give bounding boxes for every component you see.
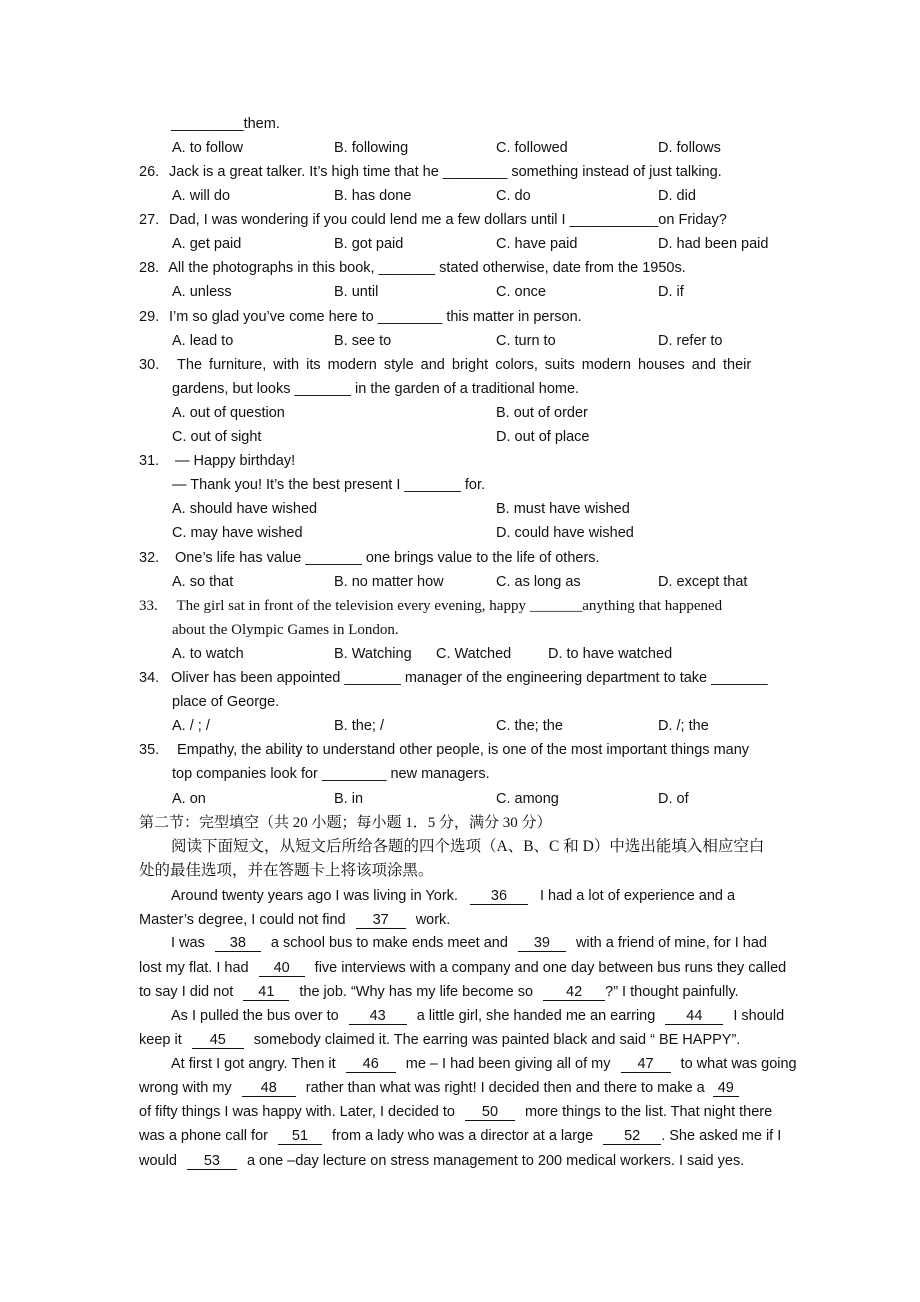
q25-option-a[interactable]: A. to follow (172, 140, 243, 156)
q32-option-a[interactable]: A. so that (172, 574, 234, 590)
question-number: 27. (139, 212, 160, 228)
passage-line (139, 1126, 781, 1146)
passage-text: to what was going (680, 1056, 797, 1072)
q34-option-c[interactable]: C. the; the (496, 718, 563, 734)
q35-option-d[interactable]: D. of (658, 791, 689, 807)
question-text-line1: Empathy, the ability to understand other people, is one of the most important things many (177, 742, 750, 758)
blank-52[interactable]: 52 (603, 1128, 661, 1145)
q32-option-d[interactable]: D. except that (658, 574, 748, 590)
passage-text: a school bus to make ends meet and (270, 935, 508, 951)
q34-option-d[interactable]: D. /; the (658, 718, 709, 734)
passage-text: with a friend of mine, for I had (575, 935, 767, 951)
q27-option-d[interactable]: D. had been paid (658, 236, 769, 252)
question-text-line1: The furniture, with its modern style and bright colors, suits modern houses and their (177, 357, 752, 373)
q29-option-b[interactable]: B. see to (334, 333, 392, 349)
passage-text: Master’s degree, I could not find (139, 912, 346, 928)
blank-39[interactable]: 39 (518, 935, 566, 952)
q35-option-a[interactable]: A. on (172, 791, 206, 807)
q35-option-c[interactable]: C. among (496, 791, 559, 807)
question-number: 32. (139, 550, 160, 566)
question-35 (139, 740, 749, 760)
q28-option-b[interactable]: B. until (334, 284, 379, 300)
question-30-line2: gardens, but looks _______ in the garden of a traditional home. (172, 381, 580, 397)
q30-option-c[interactable]: C. out of sight (172, 429, 262, 445)
blank-38[interactable]: 38 (215, 935, 261, 952)
passage-text: rather than what was right! I decided then and there to make a (305, 1080, 705, 1096)
passage-text: At first I got angry. Then it (171, 1056, 336, 1072)
q30-option-b[interactable]: B. out of order (496, 405, 588, 421)
question-33 (139, 596, 722, 616)
passage-line (139, 1078, 739, 1098)
q32-option-c[interactable]: C. as long as (496, 574, 581, 590)
passage-line (171, 1054, 797, 1074)
q33-option-b[interactable]: B. Watching (334, 646, 412, 662)
q28-option-c[interactable]: C. once (496, 284, 546, 300)
q25-tail (171, 114, 280, 134)
question-text: Dad, I was wondering if you could lend me a few dollars until I ___________on Friday? (169, 212, 727, 228)
question-32 (139, 548, 600, 568)
blank-42[interactable]: 42 (543, 984, 605, 1001)
section-instruction-line1: 阅读下面短文，从短文后所给各题的四个选项（A、B、C 和 D）中选出能填入相应空白 (171, 838, 765, 855)
question-number: 35. (139, 742, 160, 758)
section-instruction-line2: 处的最佳选项，并在答题卡上将该项涂黑。 (139, 862, 434, 879)
passage-text: a one –day lecture on stress management to 200 medical workers. I said yes. (246, 1153, 745, 1169)
question-number: 34. (139, 670, 160, 686)
passage-line (171, 1006, 784, 1026)
section-heading: 第二节：完型填空（共 20 小题；每小题 1．5 分，满分 30 分） (139, 815, 552, 831)
question-28 (139, 258, 686, 278)
q29-option-d[interactable]: D. refer to (658, 333, 723, 349)
passage-text: . She asked me if I (661, 1128, 782, 1144)
question-number: 30. (139, 357, 160, 373)
blank-50[interactable]: 50 (465, 1104, 515, 1121)
passage-text: keep it (139, 1032, 182, 1048)
q26-option-a[interactable]: A. will do (172, 188, 231, 204)
question-27 (139, 210, 727, 230)
q26-option-b[interactable]: B. has done (334, 188, 412, 204)
passage-line (139, 910, 450, 930)
blank-46[interactable]: 46 (346, 1056, 396, 1073)
passage-text: would (139, 1153, 177, 1169)
blank-53[interactable]: 53 (187, 1153, 237, 1170)
q25-option-c[interactable]: C. followed (496, 140, 568, 156)
q31-option-d[interactable]: D. could have wished (496, 525, 634, 541)
passage-line (171, 886, 735, 906)
q34-option-b[interactable]: B. the; / (334, 718, 384, 734)
q29-option-a[interactable]: A. lead to (172, 333, 234, 349)
q31-option-a[interactable]: A. should have wished (172, 501, 318, 517)
q26-option-d[interactable]: D. did (658, 188, 696, 204)
blank-43[interactable]: 43 (349, 1008, 407, 1025)
q32-option-b[interactable]: B. no matter how (334, 574, 444, 590)
q25-tail-text: them. (243, 116, 280, 132)
passage-line (139, 1030, 740, 1050)
passage-text: of fifty things I was happy with. Later, I decided to (139, 1104, 455, 1120)
passage-text: more things to the list. That night there (525, 1104, 773, 1120)
blank-37[interactable]: 37 (356, 912, 406, 929)
blank-48[interactable]: 48 (242, 1080, 296, 1097)
passage-text: to say I did not (139, 984, 234, 1000)
question-number: 28. (139, 260, 160, 276)
question-31-line2: — Thank you! It’s the best present I _______ for. (172, 477, 486, 493)
question-29 (139, 307, 582, 327)
passage-text: five interviews with a company and one day between bus runs they called (314, 960, 787, 976)
passage-text: the job. “Why has my life become so (299, 984, 534, 1000)
question-30 (139, 355, 781, 375)
question-33-line2: about the Olympic Games in London. (172, 622, 399, 638)
passage-text: me – I had been giving all of my (405, 1056, 611, 1072)
question-text: Jack is a great talker. It’s high time that he ________ something instead of just talking. (169, 164, 722, 180)
question-34-line2: place of George. (172, 694, 280, 710)
passage-line (171, 933, 767, 953)
passage-line (139, 958, 786, 978)
passage-text: was a phone call for (139, 1128, 268, 1144)
question-text: I’m so glad you’ve come here to ________ this matter in person. (169, 309, 582, 325)
blank-41[interactable]: 41 (243, 984, 289, 1001)
passage-text: wrong with my (139, 1080, 232, 1096)
passage-text: ?” I thought painfully. (605, 984, 739, 1000)
question-number: 29. (139, 309, 160, 325)
q28-option-d[interactable]: D. if (658, 284, 684, 300)
passage-line (139, 1151, 744, 1171)
passage-text: lost my flat. I had (139, 960, 249, 976)
q27-option-b[interactable]: B. got paid (334, 236, 404, 252)
q26-option-c[interactable]: C. do (496, 188, 531, 204)
passage-text: As I pulled the bus over to (171, 1008, 339, 1024)
passage-text: Around twenty years ago I was living in York. (171, 888, 458, 904)
question-number: 33. (139, 598, 158, 614)
passage-text: I was (171, 935, 205, 951)
passage-line (139, 1102, 772, 1122)
blank-51[interactable]: 51 (278, 1128, 322, 1145)
passage-text: somebody claimed it. The earring was painted black and said “ BE HAPPY”. (253, 1032, 741, 1048)
q25-option-b[interactable]: B. following (334, 140, 409, 156)
q31-option-c[interactable]: C. may have wished (172, 525, 303, 541)
question-31 (139, 451, 295, 471)
question-number: 31. (139, 453, 160, 469)
q25-option-d[interactable]: D. follows (658, 140, 721, 156)
q29-option-c[interactable]: C. turn to (496, 333, 556, 349)
blank-40[interactable]: 40 (259, 960, 305, 977)
blank-49[interactable]: 49 (713, 1080, 739, 1097)
q30-option-d[interactable]: D. out of place (496, 429, 590, 445)
question-text-line1: — Happy birthday! (175, 453, 296, 469)
passage-text: work. (415, 912, 451, 928)
blank-36[interactable]: 36 (470, 888, 528, 905)
q28-option-a[interactable]: A. unless (172, 284, 232, 300)
q31-option-b[interactable]: B. must have wished (496, 501, 630, 517)
passage-line (139, 982, 739, 1002)
passage-text: I had a lot of experience and a (540, 888, 736, 904)
q30-option-a[interactable]: A. out of question (172, 405, 285, 421)
q27-option-c[interactable]: C. have paid (496, 236, 578, 252)
passage-text: from a lady who was a director at a large (332, 1128, 594, 1144)
blank-47[interactable]: 47 (621, 1056, 671, 1073)
q25-blank: _________ (171, 116, 244, 132)
q34-option-a[interactable]: A. / ; / (172, 718, 210, 734)
q33-option-c[interactable]: C. Watched (436, 646, 512, 662)
question-number: 26. (139, 164, 160, 180)
passage-text: I should (733, 1008, 785, 1024)
question-34 (139, 668, 768, 688)
question-text: All the photographs in this book, _______ stated otherwise, date from the 1950s. (168, 260, 686, 276)
question-text-line1: The girl sat in front of the television every evening, happy _______anything that happened (176, 598, 723, 614)
passage-text: a little girl, she handed me an earring (416, 1008, 656, 1024)
question-26 (139, 162, 722, 182)
q27-option-a[interactable]: A. get paid (172, 236, 242, 252)
blank-44[interactable]: 44 (665, 1008, 723, 1025)
blank-45[interactable]: 45 (192, 1032, 244, 1049)
question-text: One’s life has value _______ one brings value to the life of others. (175, 550, 600, 566)
q33-option-d[interactable]: D. to have watched (548, 646, 673, 662)
q35-option-b[interactable]: B. in (334, 791, 364, 807)
question-35-line2: top companies look for ________ new managers. (172, 766, 490, 782)
question-text-line1: Oliver has been appointed _______ manager of the engineering department to take _______ (171, 670, 768, 686)
q33-option-a[interactable]: A. to watch (172, 646, 244, 662)
